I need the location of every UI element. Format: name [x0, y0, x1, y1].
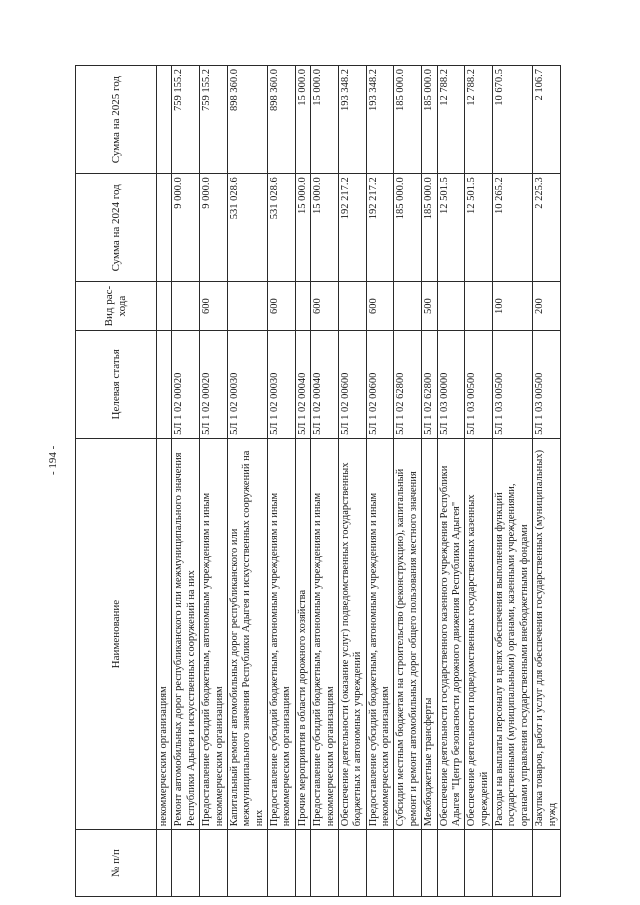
cell-target-code: 5Л 1 03 00000: [437, 330, 465, 438]
cell-target-code: [157, 330, 172, 438]
cell-sum-2024: 531 028.6: [268, 174, 296, 282]
budget-table: [75, 65, 561, 897]
cell-name: Ремонт автомобильных дорог республиканского или межмуниципального значения Республики Адыгея и искусственных сооружений на них: [172, 438, 200, 829]
cell-sum-2025: 193 348.2: [338, 66, 366, 174]
cell-name: Предоставление субсидий бюджетным, автономным учреждениям и иным некоммерческим организациям: [366, 438, 394, 829]
cell-target-code: 5Л 1 02 00040: [311, 330, 339, 438]
cell-sum-2024: 9 000.0: [172, 174, 200, 282]
cell-sum-2025: 759 155.2: [172, 66, 200, 174]
header-sum-2024: Сумма на 2024 год: [76, 174, 157, 282]
cell-sum-2024: 12 501.5: [465, 174, 493, 282]
cell-sum-2024: 185 000.0: [422, 174, 437, 282]
table-body: [157, 66, 561, 897]
cell-target-code: 5Л 1 03 00500: [533, 330, 561, 438]
cell-target-code: 5Л 1 03 00500: [465, 330, 493, 438]
header-num: № п/п: [76, 830, 157, 897]
table-row: [422, 66, 437, 897]
cell-sum-2024: 15 000.0: [295, 174, 310, 282]
cell-name: Капитальный ремонт автомобильных дорог республиканского или межмуниципального значения Республики Адыгея и искусственных сооружений на них: [227, 438, 267, 829]
cell-num: [311, 830, 339, 897]
cell-num: [422, 830, 437, 897]
cell-num: [394, 830, 422, 897]
cell-name: Предоставление субсидий бюджетным, автономным учреждениям и иным некоммерческим организациям: [311, 438, 339, 829]
cell-sum-2025: 15 000.0: [311, 66, 339, 174]
table-row: [172, 66, 200, 897]
table-row: [227, 66, 267, 897]
cell-sum-2025: 15 000.0: [295, 66, 310, 174]
cell-target-code: 5Л 1 02 00040: [295, 330, 310, 438]
table-row: [366, 66, 394, 897]
cell-name: Прочие мероприятия в области дорожного хозяйства: [295, 438, 310, 829]
cell-name: Предоставление субсидий бюджетным, автономным учреждениям и иным некоммерческим организациям: [268, 438, 296, 829]
cell-num: [533, 830, 561, 897]
cell-expense-type: 600: [200, 282, 228, 330]
cell-sum-2024: 12 501.5: [437, 174, 465, 282]
cell-num: [338, 830, 366, 897]
cell-sum-2024: 15 000.0: [311, 174, 339, 282]
cell-expense-type: 100: [493, 282, 533, 330]
cell-name: Субсидии местным бюджетам на строительство (реконструкцию), капитальный ремонт и ремонт автомобильных дорог общего пользования местного значения: [394, 438, 422, 829]
cell-expense-type: 600: [366, 282, 394, 330]
cell-expense-type: 600: [268, 282, 296, 330]
cell-sum-2025: 2 106.7: [533, 66, 561, 174]
table-row: [311, 66, 339, 897]
cell-sum-2024: 531 028.6: [227, 174, 267, 282]
cell-expense-type: [338, 282, 366, 330]
cell-name: Обеспечение деятельности государственного казенного учреждения Республики Адыгея "Центр безопасности дорожного движения Республики Адыгея": [437, 438, 465, 829]
cell-sum-2025: 759 155.2: [200, 66, 228, 174]
cell-name: Расходы на выплаты персоналу в целях обеспечения выполнения функций государственными (муниципальными) органами, казенными учреждениями, органами управления государственными внебюджетными фондами: [493, 438, 533, 829]
table-row: [394, 66, 422, 897]
page-number: - 194 -: [47, 445, 59, 475]
header-code: Целевая статья: [76, 330, 157, 438]
cell-sum-2025: 12 788.2: [465, 66, 493, 174]
table-header-row: [76, 66, 157, 897]
table-row: [338, 66, 366, 897]
cell-sum-2024: [157, 174, 172, 282]
table-row: [295, 66, 310, 897]
header-type: Вид рас-хода: [76, 282, 157, 330]
cell-sum-2025: 10 670.5: [493, 66, 533, 174]
cell-num: [366, 830, 394, 897]
cell-sum-2025: 898 360.0: [268, 66, 296, 174]
cell-expense-type: 600: [311, 282, 339, 330]
cell-expense-type: [295, 282, 310, 330]
cell-num: [295, 830, 310, 897]
cell-sum-2024: 192 217.2: [338, 174, 366, 282]
header-name: Наименование: [76, 438, 157, 829]
cell-name: Предоставление субсидий бюджетным, автономным учреждениям и иным некоммерческим организациям: [200, 438, 228, 829]
table-row: [465, 66, 493, 897]
cell-expense-type: [465, 282, 493, 330]
cell-sum-2024: 185 000.0: [394, 174, 422, 282]
cell-target-code: 5Л 1 02 00030: [268, 330, 296, 438]
cell-expense-type: [227, 282, 267, 330]
cell-expense-type: [157, 282, 172, 330]
cell-sum-2025: 185 000.0: [394, 66, 422, 174]
header-sum-2025: Сумма на 2025 год: [76, 66, 157, 174]
cell-target-code: 5Л 1 02 00600: [338, 330, 366, 438]
cell-num: [172, 830, 200, 897]
cell-num: [227, 830, 267, 897]
cell-target-code: 5Л 1 03 00500: [493, 330, 533, 438]
cell-num: [157, 830, 172, 897]
cell-sum-2025: 193 348.2: [366, 66, 394, 174]
cell-name: Межбюджетные трансферты: [422, 438, 437, 829]
cell-expense-type: 500: [422, 282, 437, 330]
cell-expense-type: [172, 282, 200, 330]
cell-name: Закупка товаров, работ и услуг для обеспечения государственных (муниципальных) нужд: [533, 438, 561, 829]
cell-expense-type: [394, 282, 422, 330]
table-row: [157, 66, 172, 897]
table-row: [493, 66, 533, 897]
cell-expense-type: 200: [533, 282, 561, 330]
cell-name: Обеспечение деятельности (оказание услуг) подведомственных государственных бюджетных и автономных учреждений: [338, 438, 366, 829]
cell-expense-type: [437, 282, 465, 330]
table-row: [200, 66, 228, 897]
cell-target-code: 5Л 1 02 62800: [394, 330, 422, 438]
cell-sum-2025: 185 000.0: [422, 66, 437, 174]
cell-target-code: 5Л 1 02 00020: [200, 330, 228, 438]
table-row: [437, 66, 465, 897]
table-row: [533, 66, 561, 897]
cell-target-code: 5Л 1 02 62800: [422, 330, 437, 438]
cell-sum-2024: 9 000.0: [200, 174, 228, 282]
cell-num: [493, 830, 533, 897]
cell-sum-2025: 12 788.2: [437, 66, 465, 174]
cell-target-code: 5Л 1 02 00030: [227, 330, 267, 438]
cell-num: [200, 830, 228, 897]
table-row: [268, 66, 296, 897]
cell-sum-2024: 2 225.3: [533, 174, 561, 282]
cell-target-code: 5Л 1 02 00600: [366, 330, 394, 438]
cell-num: [268, 830, 296, 897]
cell-name: некоммерческим организациям: [157, 438, 172, 829]
cell-num: [465, 830, 493, 897]
cell-sum-2024: 192 217.2: [366, 174, 394, 282]
cell-sum-2024: 10 265.2: [493, 174, 533, 282]
cell-num: [437, 830, 465, 897]
cell-target-code: 5Л 1 02 00020: [172, 330, 200, 438]
cell-sum-2025: 898 360.0: [227, 66, 267, 174]
cell-sum-2025: [157, 66, 172, 174]
cell-name: Обеспечение деятельности подведомственных государственных казенных учреждений: [465, 438, 493, 829]
